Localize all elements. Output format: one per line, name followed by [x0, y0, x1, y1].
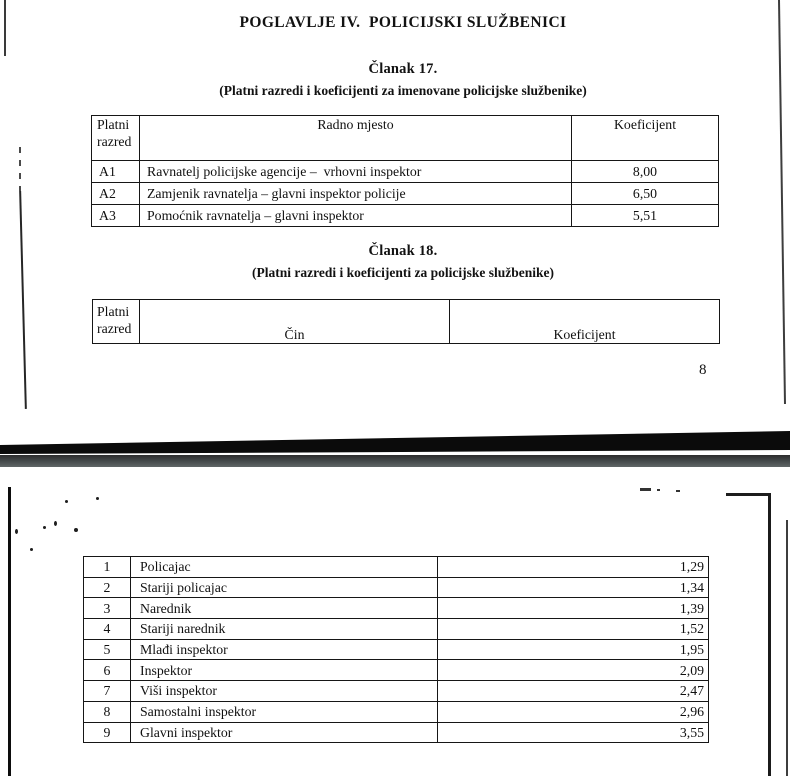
- coefficient-cell: 1,52: [438, 619, 709, 640]
- job-title-cell: Ravnatelj policijske agencije – vrhovni inspektor: [140, 161, 572, 183]
- ranks-table: [83, 556, 709, 743]
- table-row: [84, 619, 709, 640]
- article-17-heading: Članak 17.: [368, 61, 438, 77]
- header-platni-razred: Platni razred: [92, 116, 140, 161]
- rank-cell: Inspektor: [131, 660, 438, 681]
- pay-grade-cell: A3: [92, 205, 140, 227]
- rank-cell: Viši inspektor: [131, 681, 438, 702]
- scan-noise-dot: [15, 529, 18, 534]
- table-row: [84, 639, 709, 660]
- coefficient-cell: 6,50: [572, 183, 719, 205]
- scan-corner-mark: [726, 493, 771, 496]
- rank-cell: Glavni inspektor: [131, 722, 438, 743]
- article-17-subtitle: (Platni razredi i koeficijenti za imenovane policijske službenike): [219, 83, 587, 98]
- ranks-table-header: [92, 299, 720, 344]
- table-header-row: [93, 300, 720, 344]
- coefficient-cell: 8,00: [572, 161, 719, 183]
- coefficient-cell: 2,96: [438, 701, 709, 722]
- scan-noise-dot: [65, 500, 68, 503]
- coefficient-cell: 2,09: [438, 660, 709, 681]
- page-number: 8: [699, 362, 707, 378]
- scan-noise-dot: [43, 526, 46, 529]
- table-header-row: [92, 116, 719, 161]
- pay-grade-cell: 4: [84, 619, 131, 640]
- rank-cell: Policajac: [131, 557, 438, 578]
- chapter-title: POGLAVLJE IV. POLICIJSKI SLUŽBENICI: [239, 14, 567, 31]
- rank-cell: Stariji narednik: [131, 619, 438, 640]
- table-row: [84, 681, 709, 702]
- coefficient-cell: 1,34: [438, 577, 709, 598]
- pay-grade-cell: 1: [84, 557, 131, 578]
- coefficient-cell: 1,29: [438, 557, 709, 578]
- table-row: [84, 577, 709, 598]
- header-radno-mjesto: Radno mjesto: [140, 116, 572, 161]
- pay-grade-cell: A1: [92, 161, 140, 183]
- article-18-subtitle: (Platni razredi i koeficijenti za policijske službenike): [252, 265, 554, 280]
- table-row: [92, 183, 719, 205]
- scan-edge-line: [8, 487, 11, 776]
- scan-noise-mark: [676, 490, 680, 492]
- job-title-cell: Zamjenik ravnatelja – glavni inspektor policije: [140, 183, 572, 205]
- scan-separator-gray-bar: [0, 455, 790, 467]
- table-row: [84, 701, 709, 722]
- pay-grade-cell: 9: [84, 722, 131, 743]
- pay-grade-cell: 7: [84, 681, 131, 702]
- coefficient-cell: 1,95: [438, 639, 709, 660]
- scan-noise-dot: [30, 548, 33, 551]
- coefficient-cell: 3,55: [438, 722, 709, 743]
- header-platni-razred: Platni razred: [93, 300, 140, 344]
- coefficient-cell: 5,51: [572, 205, 719, 227]
- coefficient-cell: 2,47: [438, 681, 709, 702]
- table-row: [92, 205, 719, 227]
- coefficient-cell: 1,39: [438, 598, 709, 619]
- pay-grade-cell: 3: [84, 598, 131, 619]
- table-row: [84, 557, 709, 578]
- scan-noise-dot: [54, 521, 57, 526]
- scan-edge-line: [768, 494, 771, 776]
- rank-cell: Mlađi inspektor: [131, 639, 438, 660]
- scan-noise-mark: [640, 488, 651, 491]
- table-row: [92, 161, 719, 183]
- header-koeficijent: Koeficijent: [572, 116, 719, 161]
- pay-grade-cell: 8: [84, 701, 131, 722]
- appointed-officials-table: [91, 115, 719, 227]
- header-koeficijent: Koeficijent: [450, 300, 720, 344]
- rank-cell: Narednik: [131, 598, 438, 619]
- scan-edge-line: [4, 0, 6, 56]
- pay-grade-cell: 5: [84, 639, 131, 660]
- table-row: [84, 660, 709, 681]
- article-18-heading: Članak 18.: [368, 243, 438, 259]
- table-row: [84, 722, 709, 743]
- header-cin: Čin: [140, 300, 450, 344]
- table-row: [84, 598, 709, 619]
- scan-fold-artifact: [19, 191, 27, 409]
- pay-grade-cell: 6: [84, 660, 131, 681]
- scan-fold-artifact: [19, 147, 21, 191]
- scan-noise-dot: [96, 497, 99, 500]
- pay-grade-cell: A2: [92, 183, 140, 205]
- rank-cell: Samostalni inspektor: [131, 701, 438, 722]
- scan-edge-line: [786, 520, 788, 776]
- scan-noise-dot: [74, 528, 78, 532]
- pay-grade-cell: 2: [84, 577, 131, 598]
- job-title-cell: Pomoćnik ravnatelja – glavni inspektor: [140, 205, 572, 227]
- rank-cell: Stariji policajac: [131, 577, 438, 598]
- scan-noise-mark: [657, 489, 660, 491]
